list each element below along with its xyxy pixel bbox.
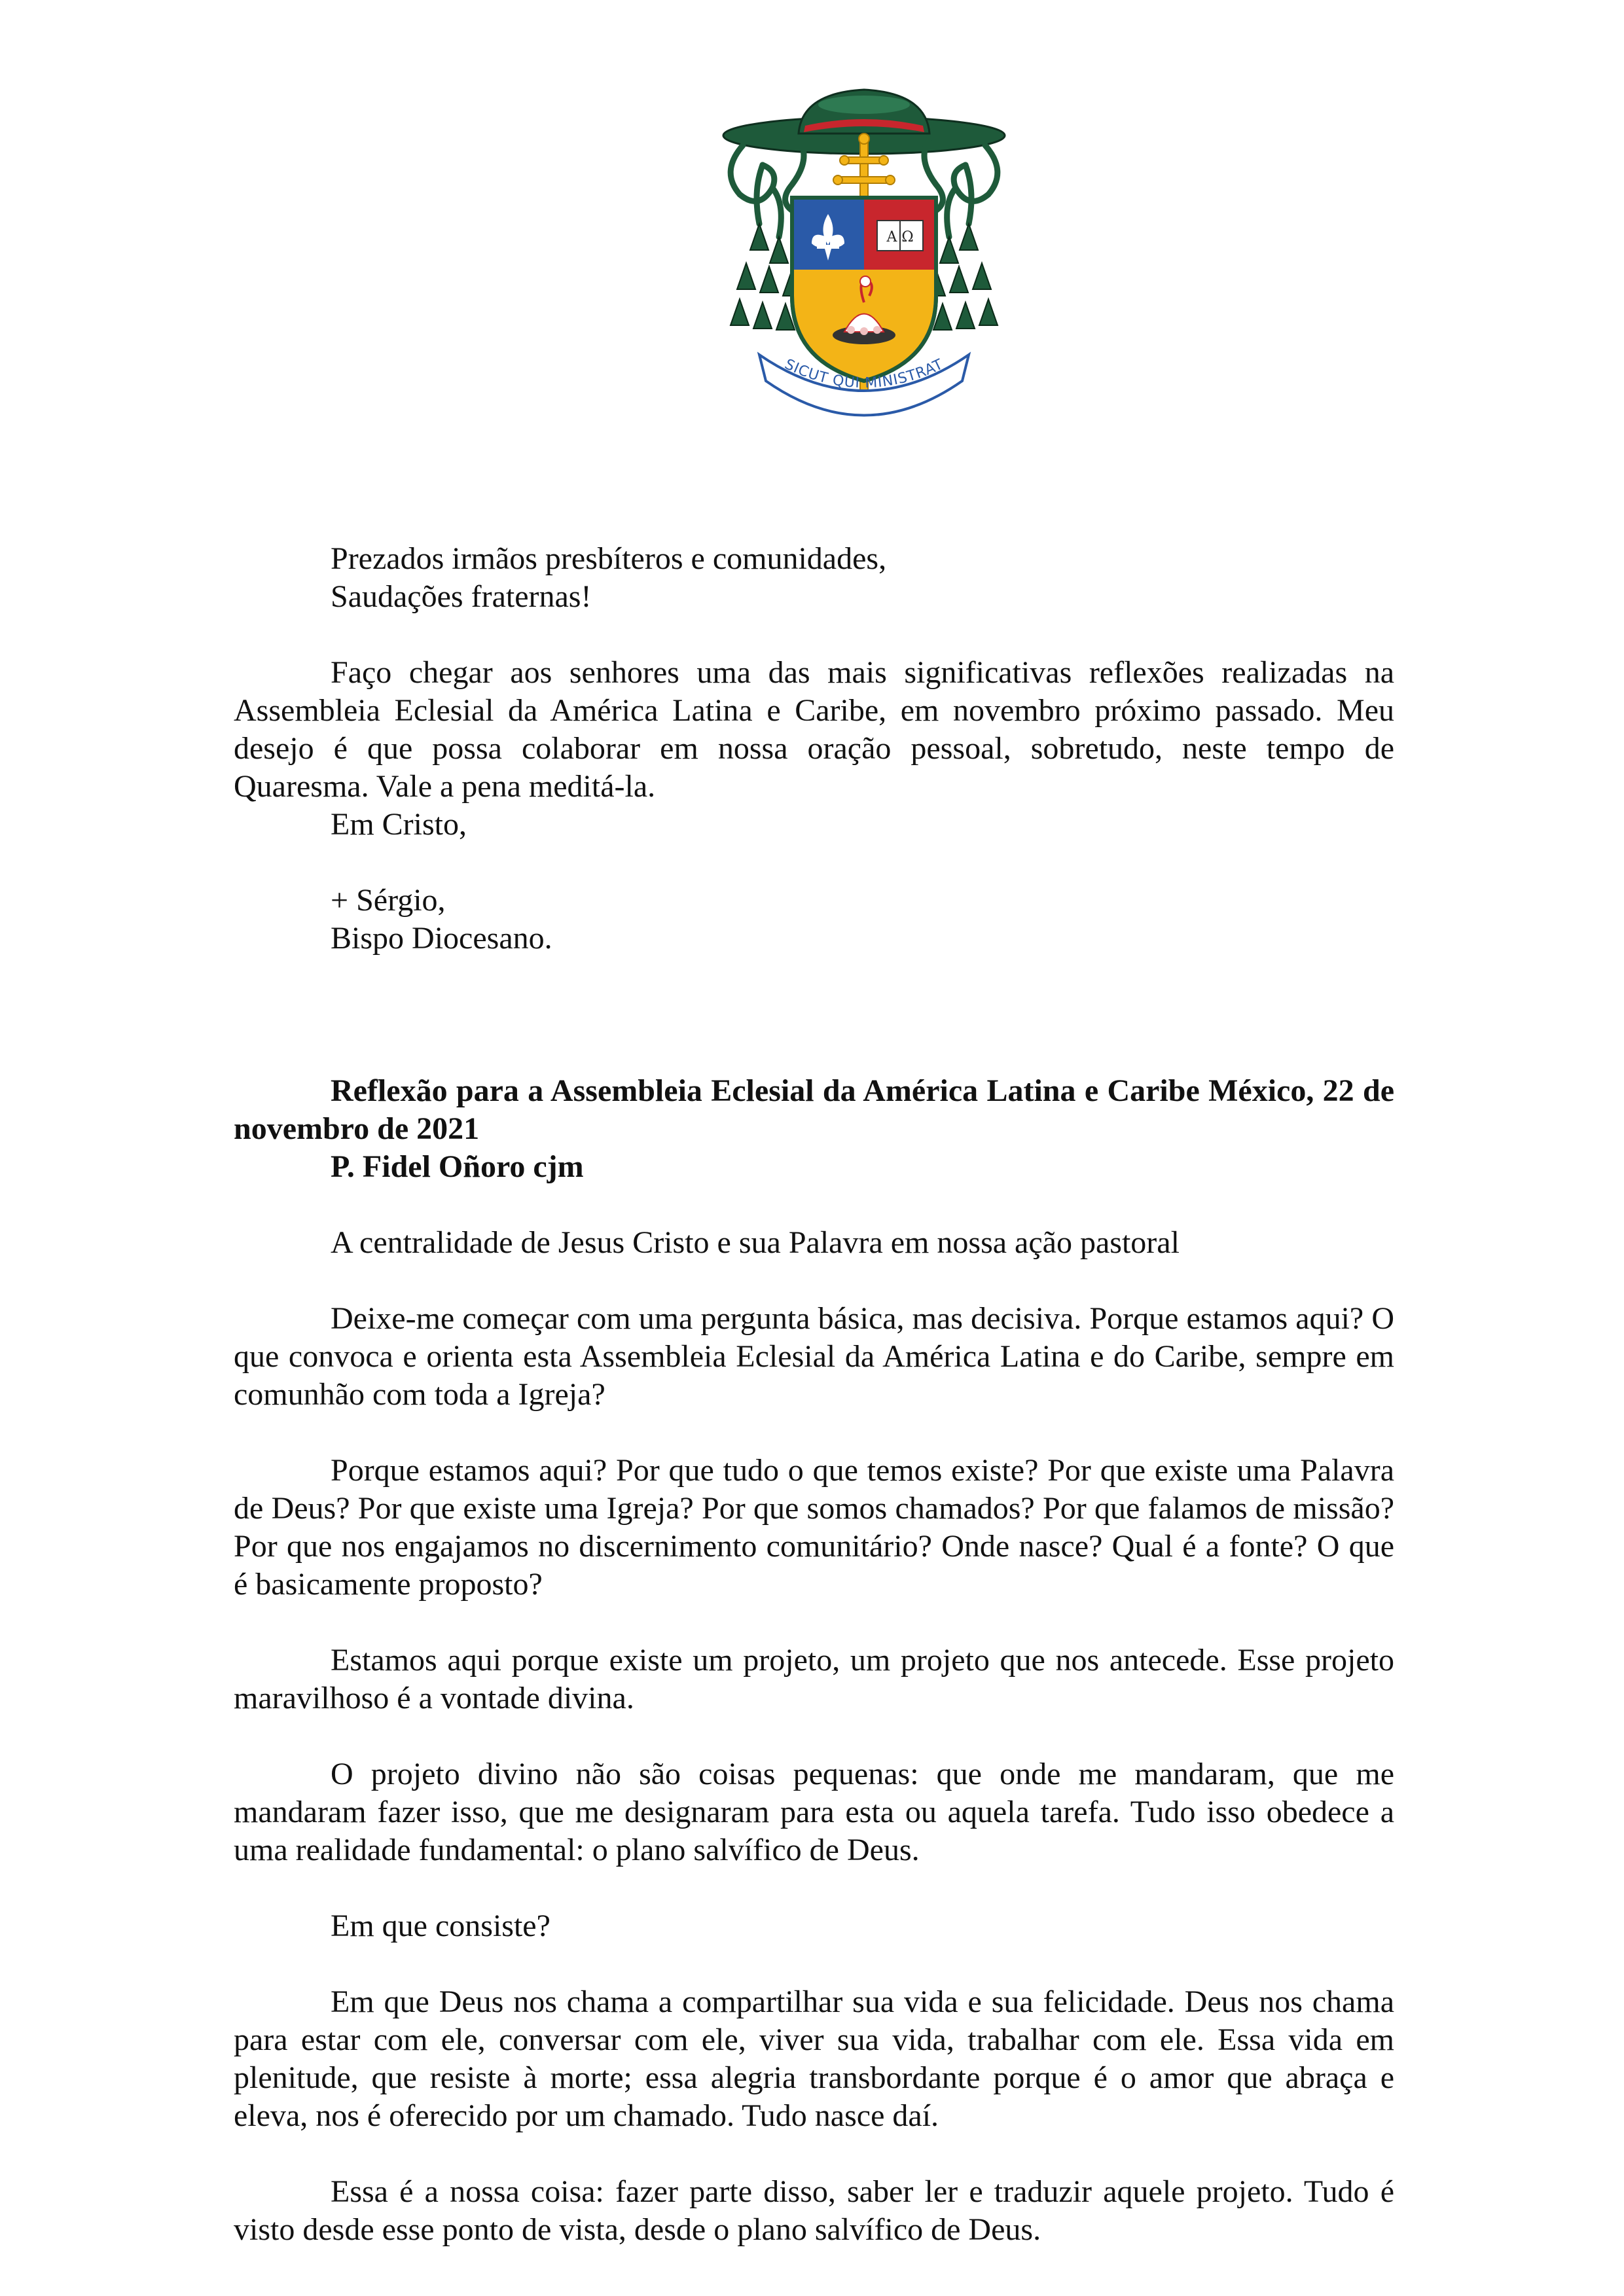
paragraph-2: Porque estamos aqui? Por que tudo o que temos existe? Por que existe uma Palavra de Deus? Por que existe uma Igreja? Por que somos chamados? Por que falamos de missão? Por que nos engajamos no discernimento comunitário? Onde nasce? Qual é a fonte? O que é basicamente proposto? <box>234 1453 1394 1602</box>
paragraph-4: O projeto divino não são coisas pequenas: que onde me mandaram, que me mandaram fazer isso, que me designaram para esta ou aquela tarefa. Tudo isso obedece a uma realidade fundamental: o plano salvífico de Deus. <box>234 1757 1394 1867</box>
letter-body: Faço chegar aos senhores uma das mais significativas reflexões realizadas na Assembleia Eclesial da América Latina e Caribe, em novembro próximo passado. Meu desejo é que possa colaborar em nossa oração pessoal, sobretudo, neste tempo de Quaresma. Vale a pena meditá-la. <box>234 655 1394 804</box>
paragraph-7: Essa é a nossa coisa: fazer parte disso, saber ler e traduzir aquele projeto. Tudo é visto desde esse ponto de vista, desde o plano salvífico de Deus. <box>234 2174 1394 2247</box>
episcopal-coat-of-arms <box>713 73 1015 437</box>
book-icon <box>877 221 923 251</box>
motto-text: SICUT QUI MINISTRAT <box>782 356 947 392</box>
reflection-title: Reflexão para a Assembleia Eclesial da América Latina e Caribe México, 22 de novembro de 2021 <box>234 1073 1394 1146</box>
salutation-line-1: Prezados irmãos presbíteros e comunidades, <box>331 541 887 576</box>
paragraph-5: Em que consiste? <box>331 1909 550 1943</box>
alpha-omega-text: Α Ω <box>886 229 914 245</box>
paragraph-3: Estamos aqui porque existe um projeto, um projeto que nos antecede. Esse projeto maravilhoso é a vontade divina. <box>234 1643 1394 1715</box>
letter-section <box>234 540 1394 958</box>
paragraph-6: Em que Deus nos chama a compartilhar sua vida e sua felicidade. Deus nos chama para estar com ele, conversar com ele, viver sua vida, trabalhar com ele. Essa vida em plenitude, que resiste à morte; essa alegria transbordante porque é o amor que abraça e eleva, nos é oferecido por um chamado. Tudo nasce daí. <box>234 1984 1394 2133</box>
reflection-section <box>234 1072 1394 2249</box>
reflection-author: P. Fidel Oñoro cjm <box>331 1149 584 1184</box>
role-line: Bispo Diocesano. <box>331 921 552 956</box>
reflection-subtitle: A centralidade de Jesus Cristo e sua Palavra em nossa ação pastoral <box>331 1225 1180 1260</box>
closing-line: Em Cristo, <box>331 807 467 842</box>
paragraph-1: Deixe-me começar com uma pergunta básica, mas decisiva. Porque estamos aqui? O que convoca e orienta esta Assembleia Eclesial da América Latina e do Caribe, sempre em comunhão com toda a Igreja? <box>234 1301 1394 1412</box>
signature-line: + Sérgio, <box>331 883 446 918</box>
salutation-line-2: Saudações fraternas! <box>331 579 592 614</box>
